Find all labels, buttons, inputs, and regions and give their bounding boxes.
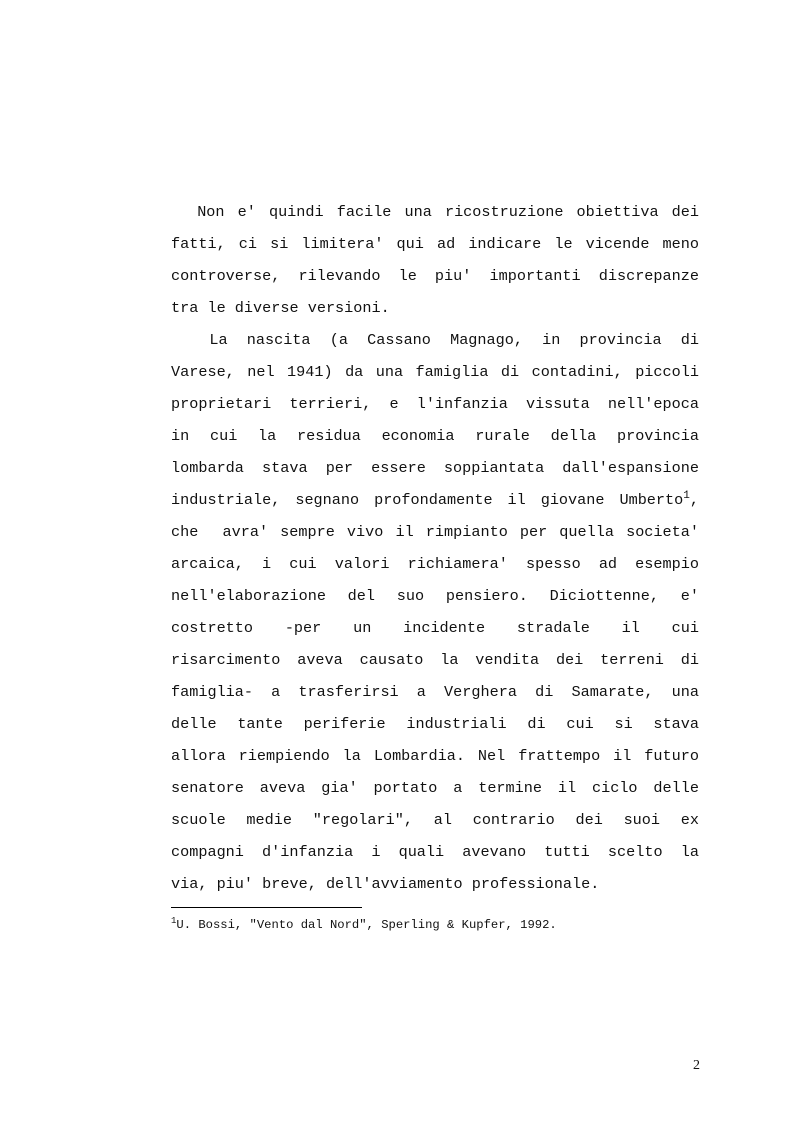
text-line: risarcimento aveva causato la vendita dei terreni di [171, 651, 699, 669]
text-line: proprietari terrieri, e l'infanzia vissuta nell'epoca [171, 395, 699, 413]
text-line: controverse, rilevando le piu' importanti discrepanze [171, 267, 699, 285]
footnote [171, 915, 699, 935]
text-line: La nascita (a Cassano Magnago, in provincia di [171, 331, 699, 349]
footnote-divider [171, 907, 362, 908]
text-line: compagni d'infanzia i quali avevano tutti scelto la [171, 843, 699, 861]
footnote-marker: 1 [171, 916, 177, 926]
text-line: Non e' quindi facile una ricostruzione obiettiva dei [171, 203, 699, 221]
text-line-content: industriale, segnano profondamente il giovane Umberto [171, 491, 684, 509]
text-line-with-footnote [171, 484, 699, 516]
text-line: lombarda stava per essere soppiantata dall'espansione [171, 459, 699, 477]
text-line: costretto -per un incidente stradale il cui [171, 619, 699, 637]
text-line: nell'elaborazione del suo pensiero. Diciottenne, e' [171, 587, 699, 605]
text-line: senatore aveva gia' portato a termine il ciclo delle [171, 779, 699, 797]
text-line: scuole medie "regolari", al contrario dei suoi ex [171, 811, 699, 829]
text-line: Varese, nel 1941) da una famiglia di contadini, piccoli [171, 363, 699, 381]
text-line: famiglia- a trasferirsi a Verghera di Samarate, una [171, 683, 699, 701]
page-number: 2 [693, 1058, 700, 1073]
text-line: in cui la residua economia rurale della provincia [171, 427, 699, 445]
footnote-ref-suffix: , [689, 491, 699, 509]
text-line: fatti, ci si limitera' qui ad indicare le vicende meno [171, 235, 699, 253]
footnote-reference[interactable]: 1 [683, 490, 690, 502]
text-line: allora riempiendo la Lombardia. Nel frattempo il futuro [171, 747, 699, 765]
footnote-text: U. Bossi, "Vento dal Nord", Sperling & Kupfer, 1992. [176, 918, 557, 932]
text-line: arcaica, i cui valori richiamera' spesso ad esempio [171, 555, 699, 573]
text-line: delle tante periferie industriali di cui si stava [171, 715, 699, 733]
text-line: tra le diverse versioni. [171, 299, 390, 317]
body-text [171, 196, 699, 900]
text-line: via, piu' breve, dell'avviamento professionale. [171, 875, 600, 893]
text-line: che avra' sempre vivo il rimpianto per quella societa' [171, 523, 699, 541]
